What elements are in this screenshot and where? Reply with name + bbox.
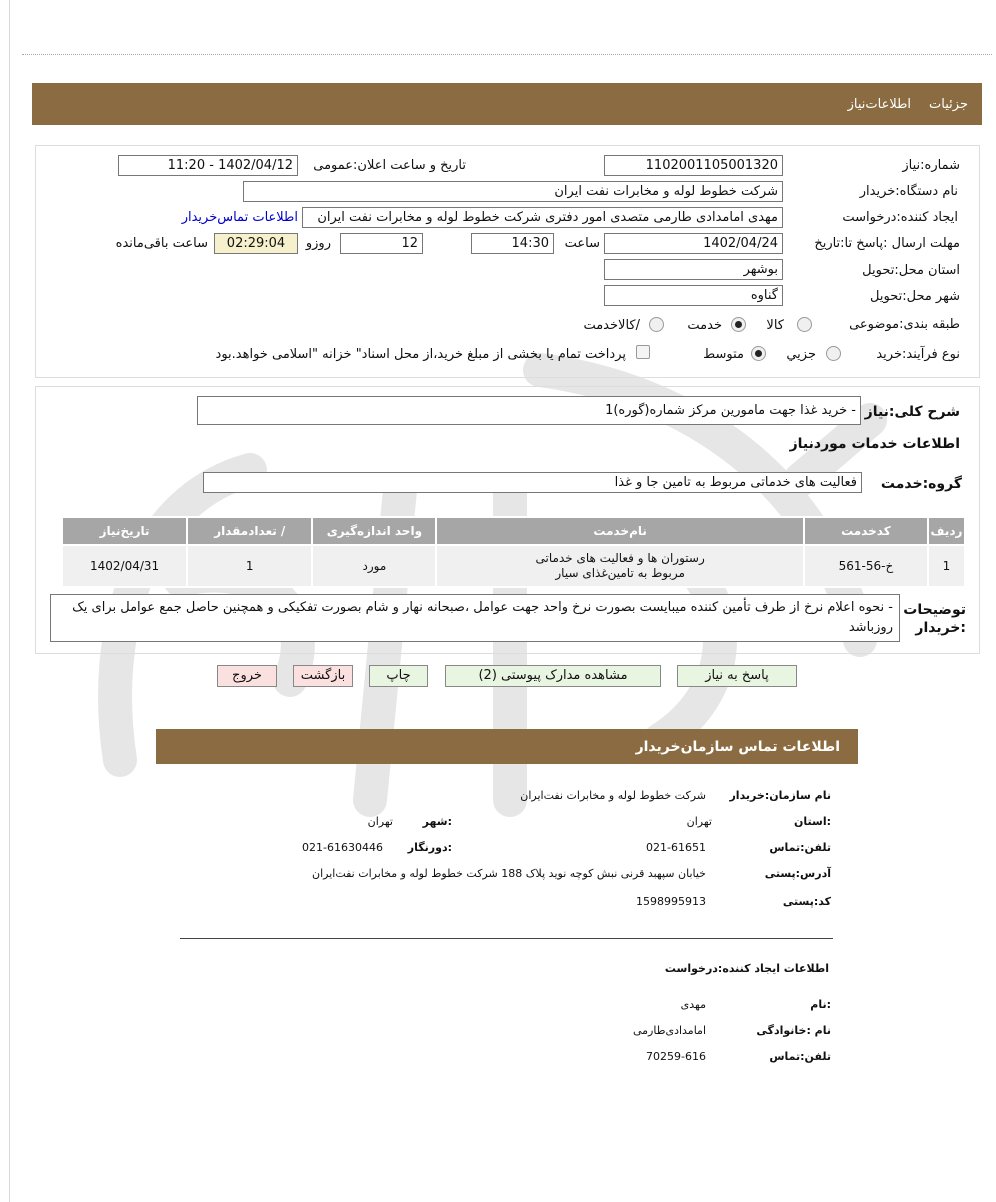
buyer-notes-label: توضیحات :خریدار <box>903 602 966 636</box>
view-attachments-button[interactable]: مشاهده مدارک پیوستی (2) <box>445 665 661 687</box>
left-border-line <box>9 0 10 1202</box>
remaining-time-field: 02:29:04 <box>214 233 298 254</box>
category-goods-label: کالا <box>766 318 784 333</box>
buyer-contact-link[interactable]: اطلاعات تماس‌خریدار <box>181 210 298 225</box>
days-field: 12 <box>340 233 423 254</box>
city-field: گناوه <box>604 285 783 306</box>
reply-button[interactable]: پاسخ به نیاز <box>677 665 797 687</box>
contact-bar-title: اطلاعات تماس سازمان‌خریدار <box>635 738 840 755</box>
top-divider <box>22 54 992 55</box>
table-header-row <box>62 517 965 545</box>
cell-quantity: 1 <box>187 545 312 587</box>
deadline-label: مهلت ارسال :پاسخ تا:تاریخ <box>814 236 960 251</box>
postal-code-label: کد:پستی <box>782 895 831 908</box>
col-need-date: تاریخ‌نیاز <box>62 517 187 545</box>
contact-city-value: تهران <box>367 815 393 828</box>
days-label: روزو <box>305 236 331 251</box>
creator-label: ایجاد کننده:درخواست <box>842 210 958 225</box>
remaining-time-label: ساعت باقی‌مانده <box>115 236 208 251</box>
creator-phone-label: تلفن:تماس <box>769 1050 831 1063</box>
service-group-field: فعالیت های خدماتی مربوط به تامین جا و غذا <box>203 472 862 493</box>
announce-date-label: تاریخ و ساعت اعلان:عمومی <box>313 158 466 173</box>
need-info-panel <box>35 145 980 378</box>
deadline-date-field: 1402/04/24 <box>604 233 783 254</box>
category-service-radio[interactable] <box>731 317 746 332</box>
exit-button[interactable]: خروج <box>217 665 277 687</box>
buyer-notes-field: - نحوه اعلام نرخ از طرف تأمین کننده میبایست بصورت نرخ واحد جهت عوامل ،صبحانه نهار و شام بصورت تفکیکی و همچنین حاصل جمع عوامل برای یک روزباشد <box>50 594 900 642</box>
phone-label: تلفن:تماس <box>769 841 831 854</box>
contact-province-label: :استان <box>794 815 831 828</box>
tab-need-info[interactable]: اطلاعات‌نیاز <box>847 96 912 112</box>
col-row: ردیف <box>928 517 965 545</box>
org-label: نام سازمان:خریدار <box>729 789 831 802</box>
header-bar <box>32 83 982 125</box>
buyer-label: نام دستگاه:خریدار <box>859 184 958 199</box>
treasury-payment-note: پرداخت تمام یا بخشی از مبلغ خرید،از محل اسناد" خزانه "اسلامی خواهد.بود <box>215 347 626 362</box>
process-minor-label: جزیي <box>786 347 816 362</box>
phone-value: 021-61651 <box>646 841 706 854</box>
creator-field: مهدی امامدادی طارمی متصدی امور دفتری شرکت خطوط لوله و مخابرات نفت ایران <box>302 207 783 228</box>
col-unit: واحد اندازه‌گیری <box>312 517 436 545</box>
province-label: استان محل:تحویل <box>862 263 960 278</box>
fax-label: :دورنگار <box>407 841 452 854</box>
process-medium-radio[interactable] <box>751 346 766 361</box>
need-number-field: 1102001105001320 <box>604 155 783 176</box>
buyer-field: شرکت خطوط لوله و مخابرات نفت ایران <box>243 181 783 202</box>
cell-service-name: رستوران ها و فعالیت های خدماتی مربوط به تامین‌غذای سیار <box>436 545 803 587</box>
creator-phone-value: 70259-616 <box>646 1050 706 1063</box>
deadline-time-label: ساعت <box>564 236 600 251</box>
postal-code-value: 1598995913 <box>636 895 706 908</box>
org-value: شرکت خطوط لوله و مخابرات نفت‌ایران <box>520 789 706 802</box>
address-label: آدرس:پستی <box>764 867 831 880</box>
creator-family-value: امامدادی‌طارمی <box>632 1024 706 1037</box>
tab-details[interactable]: جزئیات <box>929 96 968 112</box>
fax-value: 021-61630446 <box>302 841 383 854</box>
col-service-name: نام‌خدمت <box>436 517 803 545</box>
deadline-time-field: 14:30 <box>471 233 554 254</box>
announce-date-field: 1402/04/12 - 11:20 <box>118 155 298 176</box>
process-value: خرید <box>876 347 902 362</box>
creator-name-label: :نام <box>810 998 831 1011</box>
treasury-payment-checkbox[interactable] <box>636 345 650 359</box>
address-value: خیابان سپهبد قرنی نبش کوچه نوید پلاک 188 شرکت خطوط لوله و مخابرات نفت‌ایران <box>312 867 706 880</box>
category-service-label: خدمت <box>687 318 722 333</box>
creator-name-value: مهدی <box>680 998 706 1011</box>
cell-unit: مورد <box>312 545 436 587</box>
contact-bar <box>156 729 858 764</box>
general-description-field: - خرید غذا جهت مامورین مرکز شماره(گوره)1 <box>197 396 861 425</box>
contact-province-value: تهران <box>686 815 712 828</box>
col-service-code: کدخدمت <box>804 517 928 545</box>
process-medium-label: متوسط <box>703 347 744 362</box>
cell-service-code: خ-56-561 <box>804 545 928 587</box>
cell-row: 1 <box>928 545 965 587</box>
service-group-label: گروه:خدمت <box>880 476 962 492</box>
province-field: بوشهر <box>604 259 783 280</box>
services-info-title: اطلاعات خدمات موردنیاز <box>789 436 960 452</box>
category-goods-service-radio[interactable] <box>649 317 664 332</box>
cell-need-date: 1402/04/31 <box>62 545 187 587</box>
services-table <box>61 516 966 588</box>
table-row <box>62 545 965 587</box>
col-quantity: / تعدادمقدار <box>187 517 312 545</box>
process-minor-radio[interactable] <box>826 346 841 361</box>
category-goods-service-label: /کالاخدمت <box>583 318 640 333</box>
category-goods-radio[interactable] <box>797 317 812 332</box>
print-button[interactable]: چاپ <box>369 665 428 687</box>
process-label: نوع فرآیند: <box>902 347 960 362</box>
back-button[interactable]: بازگشت <box>293 665 353 687</box>
category-label: طبقه بندی:موضوعی <box>849 317 960 332</box>
contact-city-label: :شهر <box>422 815 452 828</box>
creator-family-label: نام :خانوادگی <box>756 1024 831 1037</box>
general-description-label: شرح کلی:نیاز <box>864 404 960 420</box>
creator-info-title: اطلاعات ایجاد کننده:درخواست <box>664 962 829 975</box>
contact-divider <box>180 938 833 939</box>
need-number-label: شماره:نیاز <box>902 158 960 173</box>
city-label: شهر محل:تحویل <box>870 289 960 304</box>
